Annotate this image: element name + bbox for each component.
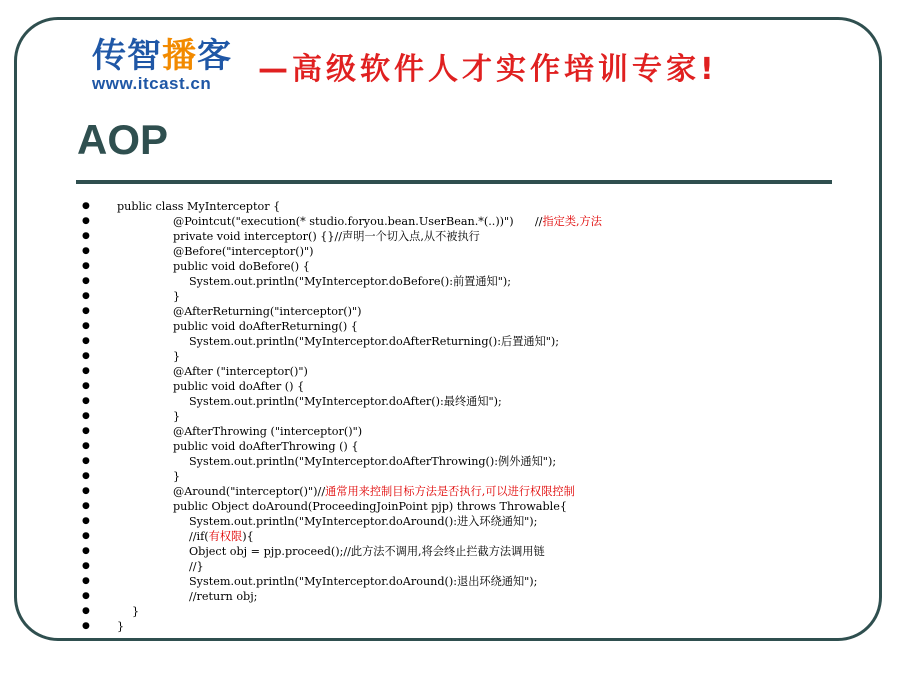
code-text: } xyxy=(117,620,125,633)
bullet-icon: ● xyxy=(82,291,90,301)
code-text: //return obj; xyxy=(189,590,258,603)
code-text: @Before("interceptor()") xyxy=(173,245,314,258)
code-text: public class MyInterceptor { xyxy=(117,200,281,213)
code-text: Object obj = pjp.proceed();//此方法不调用,将会终止拦截方法调用链 xyxy=(189,545,545,558)
code-text: public void doAfterThrowing () { xyxy=(173,440,359,453)
code-text: @Around("interceptor()")//通常用来控制目标方法是否执行,可以进行权限控制 xyxy=(173,485,575,498)
bullet-icon: ● xyxy=(82,486,90,496)
code-text: public Object doAround(ProceedingJoinPoint pjp) throws Throwable{ xyxy=(173,500,567,513)
title-divider xyxy=(76,180,832,184)
bullet-icon: ● xyxy=(82,351,90,361)
bullet-icon: ● xyxy=(82,201,90,211)
bullet-icon: ● xyxy=(82,336,90,346)
code-text: public void doAfterReturning() { xyxy=(173,320,358,333)
itcast-logo xyxy=(92,36,232,94)
code-text: } xyxy=(173,290,181,303)
code-text: //if(有权限){ xyxy=(189,530,254,543)
bullet-icon: ● xyxy=(82,276,90,286)
code-text: System.out.println("MyInterceptor.doAround():退出环绕通知"); xyxy=(189,575,538,588)
bullet-icon: ● xyxy=(82,561,90,571)
code-text: } xyxy=(173,470,181,483)
code-text: @After ("interceptor()") xyxy=(173,365,308,378)
code-text: private void interceptor() {}//声明一个切入点,从不被执行 xyxy=(173,230,480,243)
code-text: System.out.println("MyInterceptor.doAfterThrowing():例外通知"); xyxy=(189,455,557,468)
code-text: @AfterReturning("interceptor()") xyxy=(173,305,362,318)
bullet-icon: ● xyxy=(82,321,90,331)
bullet-icon: ● xyxy=(82,441,90,451)
bullet-icon: ● xyxy=(82,591,90,601)
slide-title: AOP xyxy=(77,116,169,163)
code-text: } xyxy=(173,350,181,363)
code-text: System.out.println("MyInterceptor.doBefore():前置通知"); xyxy=(189,275,512,288)
bullet-icon: ● xyxy=(82,471,90,481)
logo-chinese: 传智播客 xyxy=(92,36,232,76)
code-comment-highlight: 有权限 xyxy=(208,530,243,543)
code-text: } xyxy=(173,410,181,423)
bullet-icon: ● xyxy=(82,261,90,271)
bullet-icon: ● xyxy=(82,306,90,316)
code-text: @AfterThrowing ("interceptor()") xyxy=(173,425,363,438)
code-text: public void doBefore() { xyxy=(173,260,310,273)
code-text: public void doAfter () { xyxy=(173,380,305,393)
code-text: System.out.println("MyInterceptor.doAfter():最终通知"); xyxy=(189,395,502,408)
bullet-icon: ● xyxy=(82,576,90,586)
bullet-icon: ● xyxy=(82,246,90,256)
code-text: System.out.println("MyInterceptor.doAfterReturning():后置通知"); xyxy=(189,335,560,348)
code-comment-highlight: 指定类,方法 xyxy=(542,215,602,228)
code-text: @Pointcut("execution(* studio.foryou.bean.UserBean.*(..))") //指定类,方法 xyxy=(173,215,602,228)
bullet-icon: ● xyxy=(82,231,90,241)
bullet-icon: ● xyxy=(82,456,90,466)
code-comment-highlight: 通常用来控制目标方法是否执行,可以进行权限控制 xyxy=(325,485,575,498)
bullet-icon: ● xyxy=(82,546,90,556)
bullet-icon: ● xyxy=(82,426,90,436)
code-text: System.out.println("MyInterceptor.doAround():进入环绕通知"); xyxy=(189,515,538,528)
bullet-icon: ● xyxy=(82,516,90,526)
bullet-icon: ● xyxy=(82,606,90,616)
bullet-icon: ● xyxy=(82,621,90,631)
bullet-icon: ● xyxy=(82,501,90,511)
code-text: } xyxy=(132,605,140,618)
code-text: //} xyxy=(189,560,204,573)
slogan: —高级软件人才实作培训专家! xyxy=(258,52,718,87)
bullet-icon: ● xyxy=(82,411,90,421)
bullet-icon: ● xyxy=(82,396,90,406)
bullet-icon: ● xyxy=(82,381,90,391)
bullet-icon: ● xyxy=(82,366,90,376)
bullet-icon: ● xyxy=(82,216,90,226)
logo-url: www.itcast.cn xyxy=(92,74,212,93)
bullet-icon: ● xyxy=(82,531,90,541)
